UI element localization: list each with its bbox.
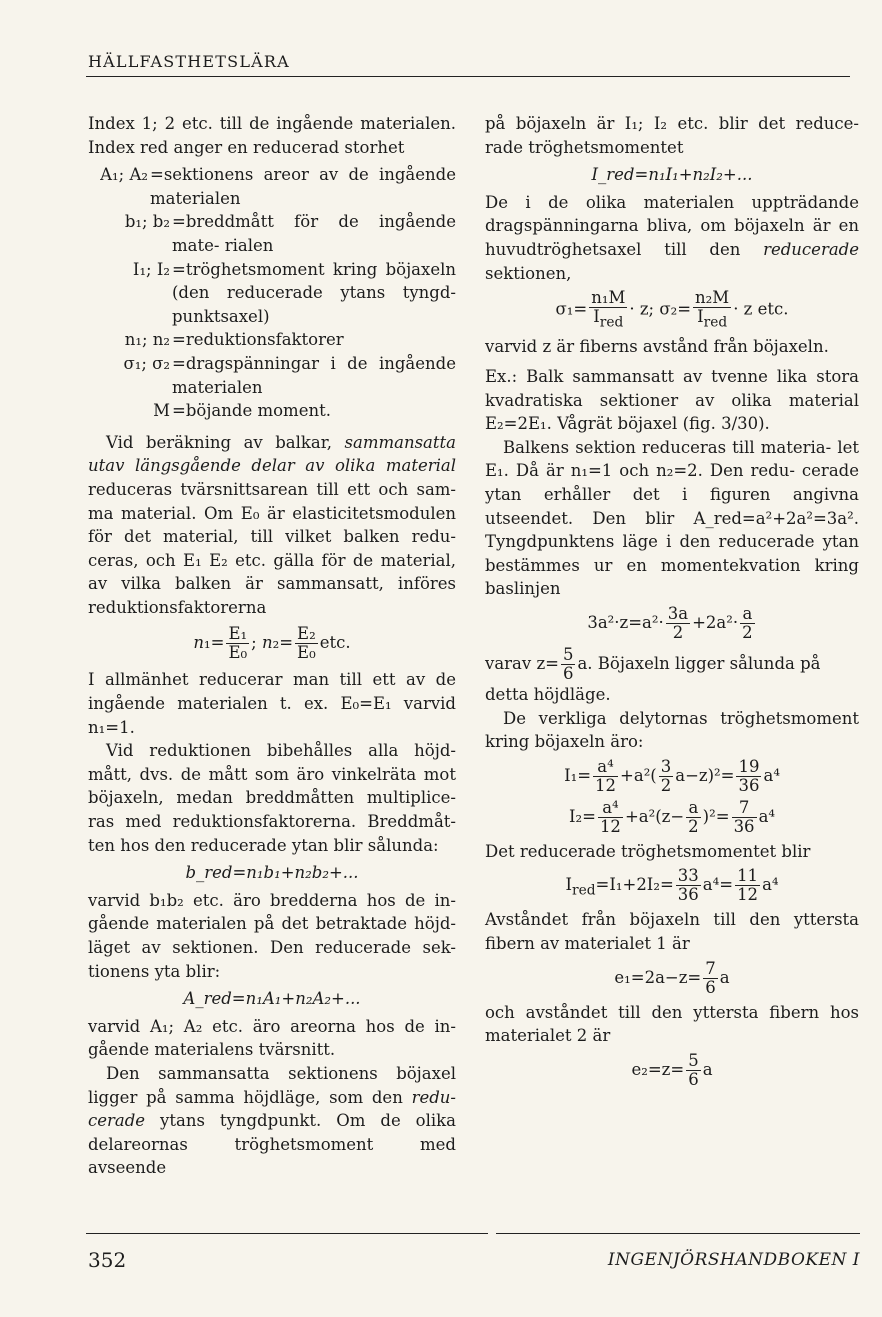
paragraph: Ex.: Balk sammansatt av tvenne lika stora kvadratiska sektioner av olika material E₂=2E₁. Vågrät böjaxel (fig. 3/30).: [485, 367, 859, 434]
equation-stress: σ₁= $\frac{\text{n₁M}}{I_{red}}$ · z; σ₂= $\frac{\text{n₂M}}{I_{red}}$ · z etc.: [555, 288, 789, 331]
footer-rule-right: [496, 1233, 860, 1234]
paragraph: Vid beräkning av balkar, sammansatta utav längsgående delar av olika material reduceras tvärsnittsarean till ett och sam- ma material. Om E₀ är elasticitetsmodulen för det material, till vilket balken redu- ceras, och E₁ E₂ etc. gälla för de material, av vilka balken är sammansatt, införes reduktionsfaktorerna: [88, 432, 456, 617]
equation-e1: e₁=2a−z= $\frac{7}{6}$ a: [614, 958, 730, 997]
paragraph: Den sammansatta sektionens böjaxel ligger på samma höjdläge, som den redu- cerade ytans tyngdpunkt. Om de olika delareornas tröghetsmoment med avseende: [88, 1063, 456, 1178]
paragraph: varvid b₁b₂ etc. äro bredderna hos de in- gående materialen på det betraktade höjd- läget av sektionen. Den reducerade sek- tionens yta blir:: [88, 890, 456, 981]
paragraph: varav z= $\frac{5}{6}$ a. Böjaxeln ligger sålunda på: [485, 644, 821, 683]
definition-row: σ₁; σ₂ =dragspänningar i de ingående materialen: [123, 353, 456, 397]
paragraph: varvid A₁; A₂ etc. äro areorna hos de in- gående materialens tvärsnitt.: [88, 1016, 456, 1060]
header-rule: [86, 76, 850, 77]
paragraph: Vid reduktionen bibehålles alla höjd- mått, dvs. de mått som äro vinkelräta mot böjaxeln, medan breddmåtten multiplice- ras med reduktionsfaktorerna. Breddmåt- ten hos den reducerade ytan blir sålunda:: [88, 741, 456, 855]
book-title: INGENJÖRSHANDBOKEN I: [607, 1250, 860, 1270]
paragraph: Balkens sektion reduceras till materia- let E₁. Då är n₁=1 och n₂=2. Den redu- cerade ytan erhåller det i figuren angivna utseendet. Den blir A_red=a²+2a²=3a². Tyngdpunktens läge i den reducerade ytan bestämmes ur en momentekvation kring baslinjen: [485, 437, 859, 599]
equation-a-red: A_red=n₁A₁+n₂A₂+...: [183, 989, 361, 1009]
paragraph: detta höjdläge.: [485, 684, 611, 704]
paragraph: De verkliga delytornas tröghetsmoment kring böjaxeln äro:: [485, 708, 859, 752]
right-column: [485, 112, 859, 1093]
running-header: HÄLLFASTHETSLÄRA: [88, 52, 290, 71]
paragraph: De i de olika materialen uppträdande dragspänningarna bliva, om böjaxeln är en huvudtröghetsaxel till den reducerade sektionen,: [485, 192, 859, 283]
equation-i-red-result: $I_{red}=I_1+2I_2=$ $\frac{33}{36}$ a⁴= $\frac{11}{12}$ a⁴: [565, 866, 779, 905]
equation-i-red: I_red=n₁I₁+n₂I₂+...: [591, 165, 753, 185]
paragraph: varvid z är fiberns avstånd från böjaxeln.: [485, 337, 829, 357]
definitions-list: [88, 163, 456, 423]
paragraph: på böjaxeln är I₁; I₂ etc. blir det reduce- rade tröghetsmomentet: [485, 114, 859, 157]
paragraph: och avståndet till den yttersta fibern hos materialet 2 är: [485, 1002, 859, 1046]
page-number: 352: [88, 1248, 127, 1272]
definition-row: n₁; n₂ =reduktionsfaktorer: [124, 330, 344, 350]
definition-row: M =böjande moment.: [153, 401, 331, 421]
equation-moment: 3a²·z=a²· $\frac{3a}{2}$ +2a²· $\frac{a}{2}$: [587, 603, 753, 642]
paragraph: I allmänhet reducerar man till ett av de ingående materialen t. ex. E₀=E₁ varvid n₁=1.: [88, 670, 456, 737]
footer-rule-left: [86, 1233, 488, 1234]
equation-b-red: b_red=n₁b₁+n₂b₂+...: [185, 863, 359, 883]
left-column: [88, 112, 456, 1180]
equation-e2: e₂=z= $\frac{5}{6}$ a: [631, 1050, 713, 1089]
paragraph: Det reducerade tröghetsmomentet blir: [485, 841, 811, 861]
paragraph: Avståndet från böjaxeln till den yttersta fibern av materialet 1 är: [485, 910, 859, 953]
paragraph: Index 1; 2 etc. till de ingående materialen. Index red anger en reducerad storhet: [88, 114, 456, 157]
equation-i1: I₁= $\frac{\text{a⁴}}{12}$ +a²( $\frac{3}{2}$ a−z)²= $\frac{19}{36}$ a⁴: [564, 756, 780, 795]
equation-i2: I₂= $\frac{\text{a⁴}}{12}$ +a²(z− $\frac{a}{2}$ )²= $\frac{7}{36}$ a⁴: [568, 797, 776, 836]
definition-row: I₁; I₂ =tröghetsmoment kring böjaxeln (den reducerade ytans tyngd- punktsaxel): [132, 259, 456, 326]
definition-row: b₁; b₂ =breddmått för de ingående mate- rialen: [124, 212, 456, 255]
equation-reduction-factors: n₁= $\frac{\text{E₁}}{\text{E₀}}$ ; n₂= $\frac{\text{E₂}}{\text{E₀}}$ etc.: [193, 624, 351, 663]
definition-row: A₁; A₂ =sektionens areor av de ingående materialen: [100, 165, 456, 208]
